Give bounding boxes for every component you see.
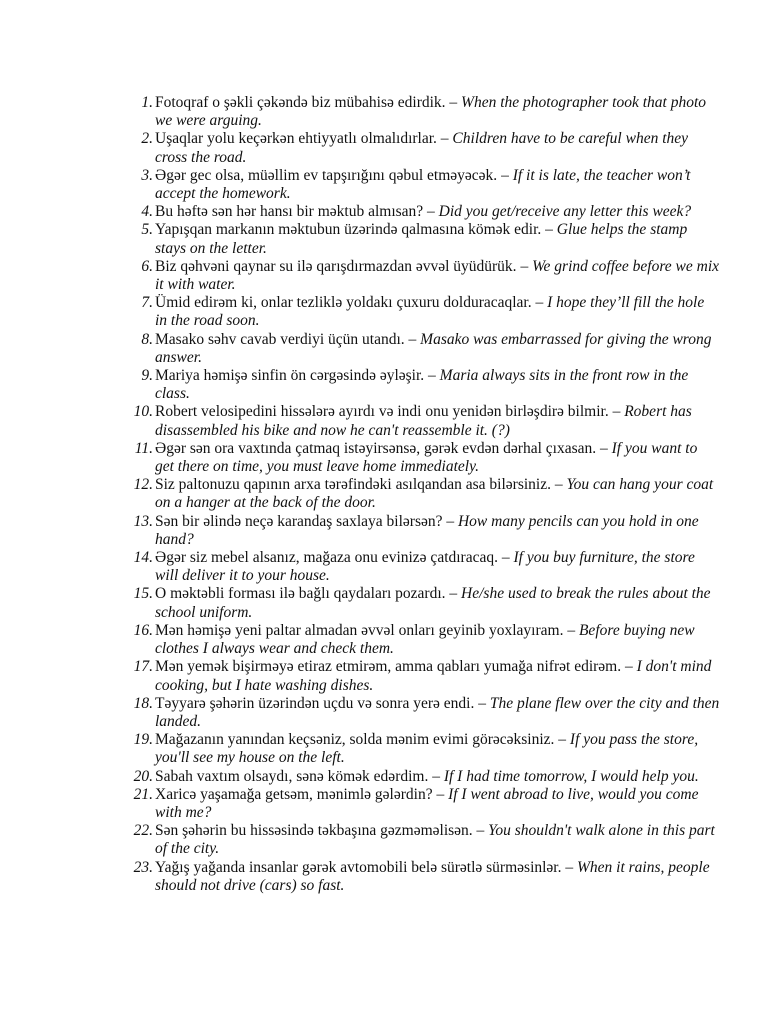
list-item xyxy=(125,622,720,658)
english-translation: When it rains, people should not drive (cars) so fast. xyxy=(155,858,710,894)
separator-dash: – xyxy=(608,403,625,421)
english-translation: If it is late, the teacher won’t accept the homework. xyxy=(155,166,691,203)
azerbaijani-sentence: Uşaqlar yolu keçərkən ehtiyyatlı olmalıdırlar. xyxy=(155,130,437,148)
list-item xyxy=(125,731,720,767)
english-translation: I hope they’ll fill the hole in the road soon. xyxy=(155,294,705,330)
list-item xyxy=(125,94,720,130)
item-number: 17. xyxy=(133,658,153,676)
item-number: 7. xyxy=(141,294,153,312)
azerbaijani-sentence: Sabah vaxtım olsaydı, sənə kömək edərdim. xyxy=(155,767,429,785)
list-item xyxy=(125,695,720,731)
separator-dash: – xyxy=(436,130,453,148)
list-item xyxy=(125,203,720,221)
list-item xyxy=(125,822,720,858)
separator-dash: – xyxy=(516,257,533,275)
separator-dash: – xyxy=(445,94,462,111)
azerbaijani-sentence: Əgər sən ora vaxtında çatmaq istəyirsənsə, gərək evdən dərhal çıxasan. xyxy=(155,439,597,457)
english-translation: If you pass the store, you'll see my house on the left. xyxy=(155,731,699,767)
english-translation: If I had time tomorrow, I would help you. xyxy=(443,767,699,785)
azerbaijani-sentence: Yapışqan markanın məktubun üzərində qalmasına kömək edir. xyxy=(155,221,542,239)
list-item xyxy=(125,130,720,166)
separator-dash: – xyxy=(497,549,514,567)
item-number: 9. xyxy=(141,367,153,385)
english-translation: Masako was embarrassed for giving the wrong answer. xyxy=(155,330,712,366)
translation-list xyxy=(125,94,720,895)
separator-dash: – xyxy=(423,203,439,221)
english-translation: If I went abroad to live, would you come with me? xyxy=(155,785,699,821)
separator-dash: – xyxy=(541,221,557,239)
separator-dash: – xyxy=(596,439,612,457)
list-item xyxy=(125,294,720,330)
item-number: 8. xyxy=(141,330,153,348)
list-item xyxy=(125,513,720,549)
azerbaijani-sentence: Ümid edirəm ki, onlar tezliklə yoldakı çuxuru dolduracaqlar. xyxy=(155,294,532,312)
list-item xyxy=(125,403,720,439)
item-number: 5. xyxy=(141,221,153,239)
azerbaijani-sentence: Sən bir əlində neçə karandaş saxlaya bilərsən? xyxy=(155,512,443,530)
azerbaijani-sentence: Siz paltonuzu qapının arxa tərəfindəki asılqandan asa bilərsiniz. xyxy=(155,476,551,494)
list-item xyxy=(125,859,720,895)
english-translation: How many pencils can you hold in one hand? xyxy=(155,512,699,548)
english-translation: You shouldn't walk alone in this part of the city. xyxy=(155,822,715,858)
list-item xyxy=(125,786,720,822)
separator-dash: – xyxy=(404,330,421,348)
item-number: 22. xyxy=(133,822,153,840)
azerbaijani-sentence: Xaricə yaşamağa getsəm, mənimlə gələrdin? xyxy=(155,785,433,803)
azerbaijani-sentence: Mən yemək bişirməyə etiraz etmirəm, amma qabları yumağa nifrət edirəm. xyxy=(155,658,622,676)
english-translation: You can hang your coat on a hanger at the back of the door. xyxy=(155,476,714,512)
list-item xyxy=(125,167,720,203)
english-translation: Glue helps the stamp stays on the letter. xyxy=(155,221,688,257)
english-translation: When the photographer took that photo we were arguing. xyxy=(155,94,707,130)
azerbaijani-sentence: Mariya həmişə sinfin ön cərgəsində əyləşir. xyxy=(155,367,425,385)
list-item xyxy=(125,585,720,621)
english-translation: Before buying new clothes I always wear and check them. xyxy=(155,621,695,658)
separator-dash: – xyxy=(424,367,440,385)
azerbaijani-sentence: Fotoqraf o şəkli çəkəndə biz mübahisə edirdik. xyxy=(155,94,446,111)
azerbaijani-sentence: Biz qəhvəni qaynar su ilə qarışdırmazdan əvvəl üyüdürük. xyxy=(155,257,517,275)
item-number: 6. xyxy=(141,257,153,275)
english-translation: The plane flew over the city and then landed. xyxy=(155,694,720,730)
english-translation: If you buy furniture, the store will deliver it to your house. xyxy=(155,549,695,585)
english-translation: Robert has disassembled his bike and now he can't reassemble it. (?) xyxy=(155,403,692,439)
item-number: 19. xyxy=(133,731,153,749)
separator-dash: – xyxy=(474,694,490,712)
item-number: 13. xyxy=(133,512,153,530)
english-translation: Maria always sits in the front row in the class. xyxy=(155,367,689,403)
separator-dash: – xyxy=(442,512,458,530)
list-item xyxy=(125,258,720,294)
english-translation: Did you get/receive any letter this week? xyxy=(438,203,692,221)
list-item xyxy=(125,768,720,786)
item-number: 23. xyxy=(133,858,153,876)
item-number: 12. xyxy=(133,476,153,494)
item-number: 21. xyxy=(133,785,153,803)
separator-dash: – xyxy=(445,585,462,603)
list-item xyxy=(125,549,720,585)
list-item xyxy=(125,440,720,476)
separator-dash: – xyxy=(563,621,579,639)
item-number: 2. xyxy=(141,130,153,148)
item-number: 4. xyxy=(141,203,153,221)
item-number: 18. xyxy=(133,694,153,712)
separator-dash: – xyxy=(554,731,570,749)
azerbaijani-sentence: Robert velosipedini hissələrə ayırdı və indi onu yenidən birləşdirə bilmir. xyxy=(155,403,609,421)
english-translation: We grind coffee before we mix it with water. xyxy=(155,257,720,294)
azerbaijani-sentence: Yağış yağanda insanlar gərək avtomobili belə sürətlə sürməsinlər. xyxy=(155,858,562,876)
item-number: 14. xyxy=(133,549,153,567)
separator-dash: – xyxy=(621,658,637,676)
azerbaijani-sentence: Mən həmişə yeni paltar almadan əvvəl onları geyinib yoxlayıram. xyxy=(155,621,564,639)
azerbaijani-sentence: O məktəbli forması ilə bağlı qaydaları pozardı. xyxy=(155,585,446,603)
azerbaijani-sentence: Əgər siz mebel alsanız, mağaza onu evinizə çatdıracaq. xyxy=(155,549,498,567)
azerbaijani-sentence: Bu həftə sən hər hansı bir məktub almısan? xyxy=(155,203,424,221)
item-number: 16. xyxy=(133,621,153,639)
item-number: 3. xyxy=(141,166,153,184)
list-item xyxy=(125,331,720,367)
list-item xyxy=(125,658,720,694)
list-item xyxy=(125,221,720,257)
item-number: 10. xyxy=(133,403,153,421)
azerbaijani-sentence: Masako səhv cavab verdiyi üçün utandı. xyxy=(155,330,405,348)
list-item xyxy=(125,367,720,403)
separator-dash: – xyxy=(432,785,449,803)
item-number: 1. xyxy=(141,94,153,111)
separator-dash: – xyxy=(561,858,577,876)
english-translation: Children have to be careful when they cross the road. xyxy=(155,130,689,166)
separator-dash: – xyxy=(531,294,548,312)
separator-dash: – xyxy=(550,476,567,494)
english-translation: I don't mind cooking, but I hate washing dishes. xyxy=(155,658,712,694)
separator-dash: – xyxy=(497,166,513,184)
azerbaijani-sentence: Əgər gec olsa, müəllim ev tapşırığını qəbul etməyəcək. xyxy=(155,166,498,184)
item-number: 15. xyxy=(133,585,153,603)
english-translation: He/she used to break the rules about the school uniform. xyxy=(155,585,711,621)
separator-dash: – xyxy=(428,767,444,785)
azerbaijani-sentence: Təyyarə şəhərin üzərindən uçdu və sonra yerə endi. xyxy=(155,694,475,712)
item-number: 20. xyxy=(133,767,153,785)
azerbaijani-sentence: Mağazanın yanından keçsəniz, solda mənim evimi görəcəksiniz. xyxy=(155,731,555,749)
item-number: 11. xyxy=(134,439,153,457)
separator-dash: – xyxy=(472,822,489,840)
list-item xyxy=(125,476,720,512)
english-translation: If you want to get there on time, you must leave home immediately. xyxy=(155,439,698,476)
azerbaijani-sentence: Sən şəhərin bu hissəsində təkbaşına gəzməməlisən. xyxy=(155,822,473,840)
